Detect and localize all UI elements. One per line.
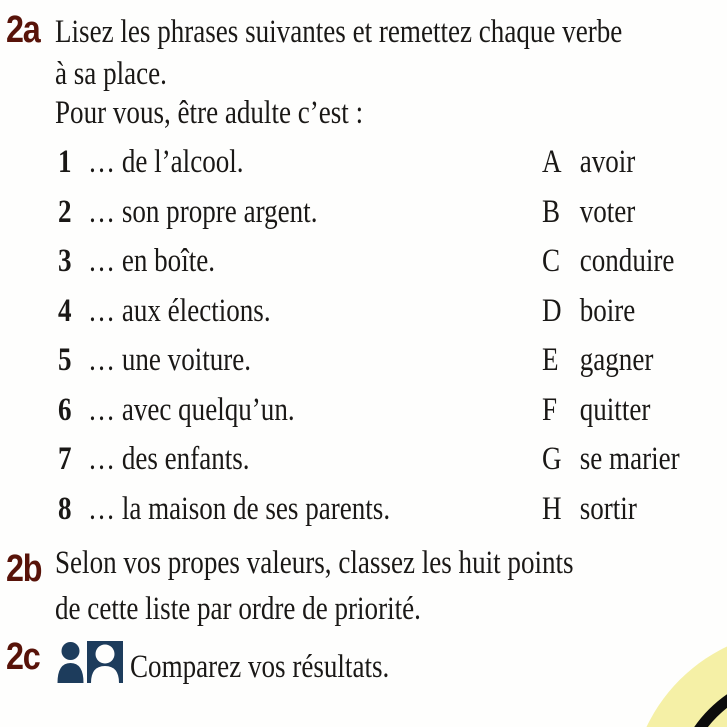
exercise-2a-instruction-line-2: à sa place. [55,56,167,92]
option [542,146,635,179]
exercise-2a-label: 2a [6,9,40,51]
item-text: … des enfants. [88,441,250,477]
option-verb: gagner [579,342,654,378]
matching-row [55,146,727,196]
option-letter: A [542,144,562,180]
option [542,344,653,377]
exercise-2a-instruction-line-1: Lisez les phrases suivantes et remettez chaque verbe [55,14,623,50]
option-verb: se marier [579,441,680,477]
item-number: 2 [58,193,72,230]
option-verb: sortir [579,490,637,527]
item-text: … une voiture. [88,342,252,378]
item-number: 5 [58,342,72,378]
option [542,391,651,428]
exercise-2b-label: 2b [6,548,42,590]
option [542,245,674,278]
option-letter: B [542,193,561,230]
exercise-2a-prompt: Pour vous, être adulte c’est : [55,95,364,131]
matching-list [55,146,727,542]
item-number: 6 [58,391,72,428]
option-letter: E [542,342,559,378]
matching-row [55,344,727,394]
item-number: 3 [58,243,72,279]
item-text: … son propre argent. [88,193,318,230]
option [542,193,636,230]
item-number: 8 [58,490,72,527]
option-letter: H [542,490,562,527]
option-letter: F [542,391,558,428]
item-text: … en boîte. [88,243,216,279]
option-verb: quitter [579,391,651,428]
item-number: 1 [58,144,72,180]
pair-work-icon [56,641,124,683]
exercise-2b-instruction-line-1: Selon vos propes valeurs, classez les huit points [55,545,574,581]
option-verb: voter [579,193,636,230]
item-number: 4 [58,292,72,329]
option-verb: avoir [579,144,636,180]
item-text: … la maison de ses parents. [88,490,391,527]
option [542,490,637,527]
matching-row [55,245,727,295]
option-letter: C [542,243,561,279]
option [542,292,636,329]
option-letter: G [542,441,562,477]
option-verb: boire [579,292,636,329]
exercise-2c-text: Comparez vos résultats. [130,649,390,685]
item-number: 7 [58,441,72,477]
exercise-2c-label: 2c [6,636,40,678]
item-text: … avec quelqu’un. [88,391,295,428]
matching-row [55,193,727,246]
matching-row [55,391,727,444]
matching-row [55,443,727,493]
cd-disc-graphic [567,597,727,727]
exercise-2b-instruction-line-2: de cette liste par ordre de priorité. [55,591,421,627]
option-letter: D [542,292,562,329]
option [542,443,680,476]
item-text: … aux élections. [88,292,271,329]
matching-row [55,490,727,543]
matching-row [55,292,727,345]
item-text: … de l’alcool. [88,144,244,180]
option-verb: conduire [579,243,675,279]
